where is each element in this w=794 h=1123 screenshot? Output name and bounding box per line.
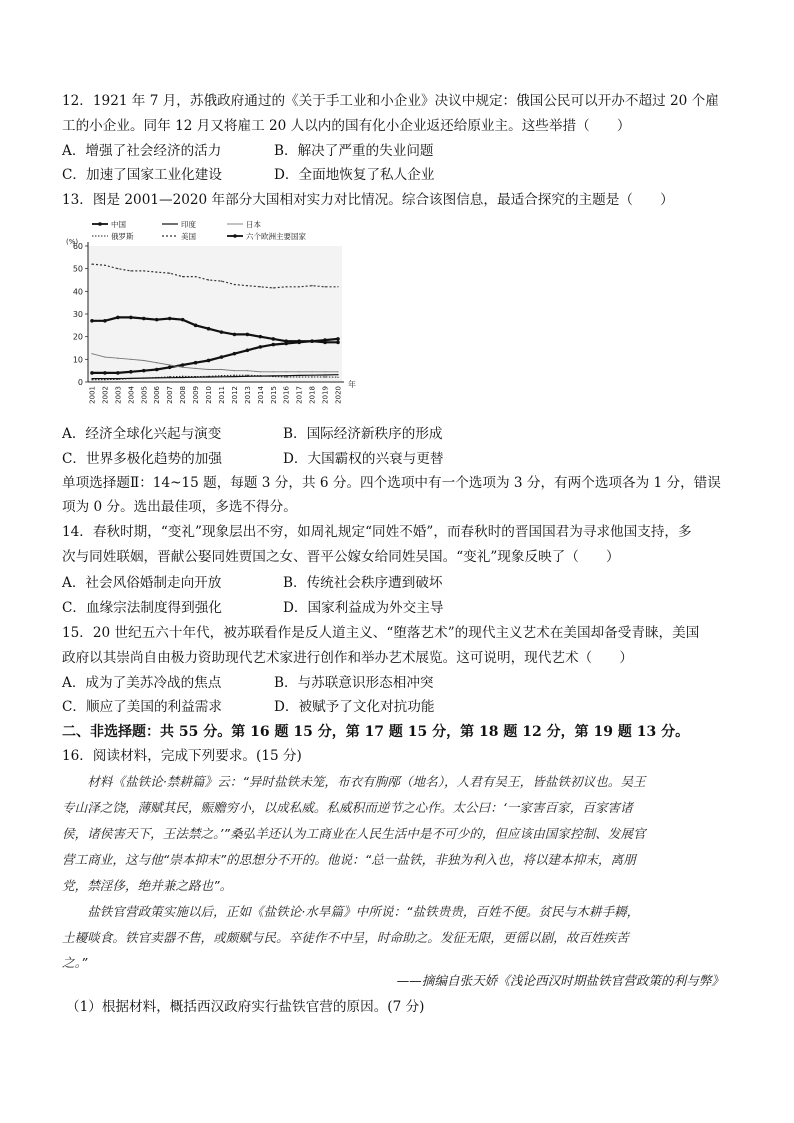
series-point-5 xyxy=(194,324,198,328)
series-point-2 xyxy=(91,353,92,354)
series-point-5 xyxy=(233,333,237,337)
series-point-3 xyxy=(169,376,170,377)
q14-option-d: D．国家利益成为外交主导 xyxy=(283,600,444,616)
series-point-2 xyxy=(169,364,170,365)
series-point-4 xyxy=(143,270,144,271)
legend-marker xyxy=(98,222,102,226)
y-tick-label: 40 xyxy=(72,287,83,297)
y-tick-label: 10 xyxy=(72,355,83,365)
x-axis-unit: 年 xyxy=(348,380,356,389)
x-tick-label: 2014 xyxy=(256,386,265,404)
series-point-3 xyxy=(260,375,261,376)
series-point-4 xyxy=(337,286,338,287)
series-point-0 xyxy=(155,368,159,372)
y-tick-label: 50 xyxy=(72,264,83,274)
series-point-2 xyxy=(273,371,274,372)
section-note-line2: 项为 0 分。选出最佳项，多选不得分。 xyxy=(62,499,297,515)
series-point-3 xyxy=(208,376,209,377)
q12-option-d: D．全面地恢复了私人企业 xyxy=(274,167,435,183)
series-point-1 xyxy=(247,376,248,377)
series-point-1 xyxy=(182,377,183,378)
series-point-5 xyxy=(129,316,133,320)
series-point-1 xyxy=(91,378,92,379)
series-point-2 xyxy=(312,371,313,372)
series-point-0 xyxy=(142,369,146,373)
series-point-5 xyxy=(168,317,172,321)
x-tick-label: 2003 xyxy=(114,386,123,404)
series-point-3 xyxy=(234,375,235,376)
q14-stem-line1: 14．春秋时期，“变礼”现象层出不穷，如周礼规定“同姓不婚”，而春秋时的晋国国君为寻求他国支持，多 xyxy=(62,524,692,540)
q12-option-b: B．解决了严重的失业问题 xyxy=(274,143,434,159)
series-point-5 xyxy=(310,339,314,343)
chart-legend xyxy=(92,219,306,241)
q15-option-b: B．与苏联意识形态相冲突 xyxy=(274,675,434,691)
series-point-5 xyxy=(116,316,120,320)
q16-material-line7: 土耰啖食。铁官卖器不售，或颇赋与民。卒徒作不中呈，时命助之。发征无限，更徭以剧，故百姓疾苦 xyxy=(62,930,629,945)
series-point-0 xyxy=(271,343,275,347)
series-point-4 xyxy=(195,276,196,277)
series-point-5 xyxy=(90,319,94,323)
series-point-2 xyxy=(324,371,325,372)
series-point-2 xyxy=(234,370,235,371)
series-point-2 xyxy=(260,371,261,372)
series-point-1 xyxy=(286,375,287,376)
series-point-4 xyxy=(130,270,131,271)
series-point-2 xyxy=(337,371,338,372)
series-point-2 xyxy=(182,367,183,368)
series-point-3 xyxy=(195,376,196,377)
series-point-0 xyxy=(181,363,185,367)
series-point-4 xyxy=(247,285,248,286)
series-point-1 xyxy=(234,376,235,377)
series-point-2 xyxy=(247,370,248,371)
x-tick-label: 2009 xyxy=(192,386,201,404)
series-point-3 xyxy=(156,377,157,378)
series-point-0 xyxy=(116,371,120,375)
series-point-4 xyxy=(104,265,105,266)
series-point-3 xyxy=(273,376,274,377)
series-point-3 xyxy=(286,376,287,377)
q14-option-a: A．社会风俗婚制走向开放 xyxy=(62,575,222,591)
series-point-2 xyxy=(299,371,300,372)
series-point-3 xyxy=(324,376,325,377)
x-tick-label: 2008 xyxy=(179,386,188,404)
series-point-5 xyxy=(103,319,107,323)
legend-label: 中国 xyxy=(111,220,126,229)
series-point-0 xyxy=(90,371,94,375)
series-point-0 xyxy=(129,370,133,374)
series-point-1 xyxy=(299,375,300,376)
q15-option-d: D．被赋予了文化对抗功能 xyxy=(274,699,435,715)
series-point-1 xyxy=(312,375,313,376)
series-point-3 xyxy=(299,376,300,377)
series-point-5 xyxy=(181,318,185,322)
q15-stem-line2: 政府以其崇尚自由极力资助现代艺术家进行创作和举办艺术展览。这可说明，现代艺术（ ） xyxy=(62,650,633,666)
series-point-5 xyxy=(336,341,340,345)
series-point-0 xyxy=(207,359,211,363)
series-point-5 xyxy=(246,333,250,337)
q16-material-line6: 盐铁官营政策实施以后，正如《盐铁论·水旱篇》中所说：“盐铁贵贵，百姓不便。贫民与木耕手耨， xyxy=(62,904,640,919)
series-point-2 xyxy=(130,359,131,360)
series-point-4 xyxy=(208,279,209,280)
legend-label: 美国 xyxy=(181,232,196,241)
q13-option-d: D．大国霸权的兴衰与更替 xyxy=(283,451,444,467)
x-tick-label: 2007 xyxy=(166,386,175,404)
x-tick-label: 2018 xyxy=(308,386,317,404)
q13-stem: 13．图是 2001—2020 年部分大国相对实力对比情况。综合该图信息，最适合探究的主题是（ ） xyxy=(62,192,674,208)
series-point-2 xyxy=(104,356,105,357)
series-point-3 xyxy=(221,375,222,376)
y-axis-label: (%) xyxy=(66,238,79,246)
series-point-2 xyxy=(143,360,144,361)
y-tick-label: 20 xyxy=(72,332,83,342)
series-point-3 xyxy=(247,375,248,376)
q16-material-line1: 材料《盐铁论·禁耕篇》云：“异时盐铁未笼，布衣有朐邴（地名），人君有吴王，皆盐铁初议也。吴王 xyxy=(62,774,646,789)
x-tick-label: 2013 xyxy=(243,386,252,404)
q16-material-line8: 之。” xyxy=(62,955,88,970)
x-tick-label: 2012 xyxy=(230,386,239,404)
series-point-2 xyxy=(156,362,157,363)
legend-marker xyxy=(233,234,237,238)
series-point-4 xyxy=(91,264,92,265)
plot-background xyxy=(88,246,342,382)
series-point-0 xyxy=(246,348,250,352)
series-point-0 xyxy=(259,345,263,349)
series-point-2 xyxy=(208,369,209,370)
series-point-4 xyxy=(221,281,222,282)
series-point-5 xyxy=(259,335,263,339)
x-tick-label: 2019 xyxy=(321,386,330,404)
q14-stem-line2: 次与同姓联姻，晋献公娶同姓贾国之女、晋平公嫁女给同姓吴国。“变礼”现象反映了（ ） xyxy=(62,549,620,565)
series-point-3 xyxy=(130,378,131,379)
series-point-0 xyxy=(103,371,107,375)
q15-option-c: C．顺应了美国的利益需求 xyxy=(62,699,222,715)
q16-material-line3: 侯，诸侯害天下，王法禁之。’”桑弘羊还认为工商业在人民生活中是不可少的，但应该由国家控制、发展官 xyxy=(62,826,646,841)
series-point-5 xyxy=(142,317,146,321)
x-tick-label: 2001 xyxy=(88,386,97,404)
series-point-5 xyxy=(220,330,224,334)
q16-stem: 16．阅读材料，完成下列要求。(15 分) xyxy=(62,748,302,764)
x-tick-label: 2006 xyxy=(153,386,162,404)
q14-option-b: B．传统社会秩序遭到破坏 xyxy=(283,575,443,591)
q16-source: ——摘编自张天娇《浅论西汉时期盐铁官营政策的利与弊》 xyxy=(396,973,724,988)
x-tick-label: 2016 xyxy=(282,386,291,404)
series-point-1 xyxy=(104,378,105,379)
legend-label: 六个欧洲主要国家 xyxy=(246,232,306,241)
series-point-4 xyxy=(156,271,157,272)
series-point-1 xyxy=(324,374,325,375)
series-point-3 xyxy=(91,379,92,380)
series-point-1 xyxy=(221,376,222,377)
q16-material-line2: 专山泽之饶，薄赋其民，赈赡穷小，以成私威。私威积而逆节之心作。太公曰：‘一家害百家，百家害诸 xyxy=(62,800,633,815)
series-point-5 xyxy=(155,318,159,322)
q14-option-c: C．血缘宗法制度得到强化 xyxy=(62,600,222,616)
x-tick-label: 2015 xyxy=(269,386,278,404)
x-tick-label: 2010 xyxy=(205,386,214,404)
series-point-0 xyxy=(233,352,237,356)
series-point-4 xyxy=(234,284,235,285)
series-point-5 xyxy=(323,341,327,345)
series-point-5 xyxy=(271,337,275,341)
series-point-4 xyxy=(117,268,118,269)
series-point-4 xyxy=(182,276,183,277)
series-point-0 xyxy=(336,337,340,341)
part2-heading: 二、非选择题：共 55 分。第 16 题 15 分，第 17 题 15 分，第 18 题 12 分，第 19 题 13 分。 xyxy=(62,724,690,740)
series-point-4 xyxy=(299,286,300,287)
series-point-3 xyxy=(337,377,338,378)
series-point-4 xyxy=(312,285,313,286)
series-point-4 xyxy=(324,286,325,287)
q12-stem-line2: 工的小企业。同年 12 月又将雇工 20 人以内的国有化小企业返还给原业主。这些举措（ ） xyxy=(62,118,631,134)
series-point-2 xyxy=(221,369,222,370)
series-point-3 xyxy=(143,377,144,378)
series-point-2 xyxy=(195,368,196,369)
y-tick-label: 60 xyxy=(72,242,83,251)
x-tick-label: 2005 xyxy=(140,386,149,404)
series-point-4 xyxy=(260,286,261,287)
series-point-4 xyxy=(286,286,287,287)
q13-option-a: A．经济全球化兴起与演变 xyxy=(62,426,222,442)
legend-label: 俄罗斯 xyxy=(111,232,134,241)
q12-stem-line1: 12．1921 年 7 月，苏俄政府通过的《关于手工业和小企业》决议中规定：俄国公民可以开办不超过 20 个雇 xyxy=(62,93,719,109)
y-tick-label: 30 xyxy=(72,310,83,319)
q16-material-line5: 党，禁淫侈，绝并兼之路也”。 xyxy=(62,878,233,893)
x-tick-label: 2004 xyxy=(127,386,136,404)
q13-option-c: C．世界多极化趋势的加强 xyxy=(62,451,222,467)
series-point-0 xyxy=(168,365,172,369)
series-point-2 xyxy=(117,358,118,359)
q15-stem-line1: 15．20 世纪五六十年代，被苏联看作是反人道主义、“堕落艺术”的现代主义艺术在美国却备受青睐，美国 xyxy=(62,625,700,641)
x-tick-label: 2017 xyxy=(295,386,304,404)
series-point-3 xyxy=(312,376,313,377)
q16-material-line4: 营工商业，这与他“崇本抑末”的思想分不开的。他说：“总一盐铁，非独为利入也，将以建本抑末，离朋 xyxy=(62,852,636,867)
y-tick-label: 0 xyxy=(77,378,83,387)
x-tick-label: 2011 xyxy=(217,386,226,404)
series-point-3 xyxy=(104,379,105,380)
series-point-4 xyxy=(273,287,274,288)
series-point-5 xyxy=(284,339,288,343)
section-note-line1: 单项选择题Ⅱ：14~15 题，每题 3 分，共 6 分。四个选项中有一个选项为 3 分，有两个选项各为 1 分，错误 xyxy=(62,475,721,491)
q15-option-a: A．成为了美苏冷战的焦点 xyxy=(62,675,222,691)
q13-option-b: B．国际经济新秩序的形成 xyxy=(283,426,443,442)
series-point-2 xyxy=(286,371,287,372)
legend-label: 印度 xyxy=(181,220,196,229)
series-point-0 xyxy=(194,361,198,365)
x-tick-label: 2020 xyxy=(334,386,343,404)
series-point-3 xyxy=(117,379,118,380)
series-point-5 xyxy=(207,327,211,331)
series-point-0 xyxy=(220,355,224,359)
series-point-1 xyxy=(337,374,338,375)
q12-option-c: C．加速了国家工业化建设 xyxy=(62,167,222,183)
series-point-5 xyxy=(297,339,301,343)
q16-task1: （1）根据材料，概括西汉政府实行盐铁官营的原因。(7 分) xyxy=(66,999,425,1015)
series-point-4 xyxy=(169,273,170,274)
legend-label: 日本 xyxy=(246,220,261,229)
q12-option-a: A．增强了社会经济的活力 xyxy=(62,143,222,159)
x-tick-label: 2002 xyxy=(101,386,110,404)
power-comparison-chart xyxy=(62,216,362,414)
series-point-3 xyxy=(182,376,183,377)
